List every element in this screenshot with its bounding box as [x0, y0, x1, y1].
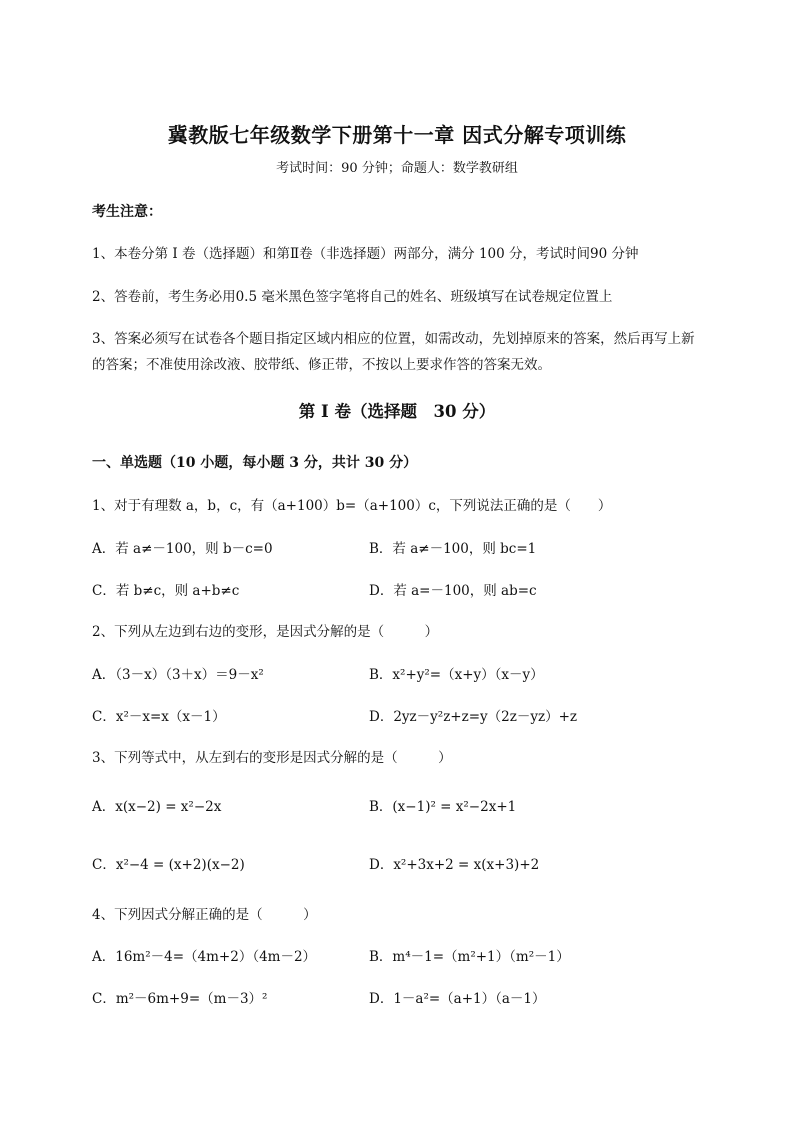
notice-item: 1、本卷分第 I 卷（选择题）和第Ⅱ卷（非选择题）两部分，满分 100 分，考试时间90 分钟 — [92, 246, 639, 262]
option-c[interactable]: C．x²−4 = (x+2)(x−2) — [92, 857, 245, 873]
question-stem: 2、下列从左边到右边的变形，是因式分解的是（ ） — [92, 624, 439, 640]
notice-item: 3、答案必须写在试卷各个题目指定区域内相应的位置，如需改动，先划掉原来的答案，然后再写上新 — [92, 331, 695, 347]
option-a[interactable]: A．（3－x）（3＋x）＝9－x² — [92, 667, 264, 683]
option-d[interactable]: D．x²+3x+2 = x(x+3)+2 — [369, 857, 540, 873]
option-a[interactable]: A．x(x−2) = x²−2x — [92, 799, 222, 815]
page-title: 冀教版七年级数学下册第十一章 因式分解专项训练 — [167, 123, 627, 147]
option-b[interactable]: B．x²+y²=（x+y）（x－y） — [369, 667, 544, 683]
option-d[interactable]: D．若 a=－100，则 ab=c — [369, 583, 537, 599]
notice-heading: 考生注意： — [92, 204, 162, 220]
option-c[interactable]: C．若 b≠c，则 a+b≠c — [92, 583, 240, 599]
option-b[interactable]: B．m⁴－1=（m²+1）（m²－1） — [369, 949, 570, 965]
option-c[interactable]: C．m²－6m+9=（m－3）² — [92, 991, 268, 1007]
notice-item-continued: 的答案；不准使用涂改液、胶带纸、修正带，不按以上要求作答的答案无效。 — [92, 357, 551, 373]
option-d[interactable]: D．1－a²=（a+1）（a－1） — [369, 991, 546, 1007]
question-stem: 3、下列等式中，从左到右的变形是因式分解的是（ ） — [92, 750, 452, 766]
option-a[interactable]: A．16m²－4=（4m+2）（4m－2） — [92, 949, 317, 965]
option-d[interactable]: D．2yz－y²z+z=y（2z－yz）+z — [369, 709, 578, 725]
option-b[interactable]: B．(x−1)² = x²−2x+1 — [369, 799, 517, 815]
option-b[interactable]: B．若 a≠－100，则 bc=1 — [369, 541, 537, 557]
question-stem: 4、下列因式分解正确的是（ ） — [92, 907, 317, 923]
exam-info: 考试时间：90 分钟；命题人：数学教研组 — [276, 161, 518, 176]
option-a[interactable]: A．若 a≠－100，则 b－c=0 — [92, 541, 273, 557]
option-c[interactable]: C．x²－x=x（x－1） — [92, 709, 226, 725]
question-stem: 1、对于有理数 a，b，c，有（a+100）b=（a+100）c，下列说法正确的是（ ） — [92, 498, 612, 514]
part-heading: 一、单选题（10 小题，每小题 3 分，共计 30 分） — [92, 455, 418, 471]
section-title: 第 I 卷（选择题 30 分） — [298, 402, 496, 421]
notice-item: 2、答卷前，考生务必用0.5 毫米黑色签字笔将自己的姓名、班级填写在试卷规定位置上 — [92, 289, 613, 305]
